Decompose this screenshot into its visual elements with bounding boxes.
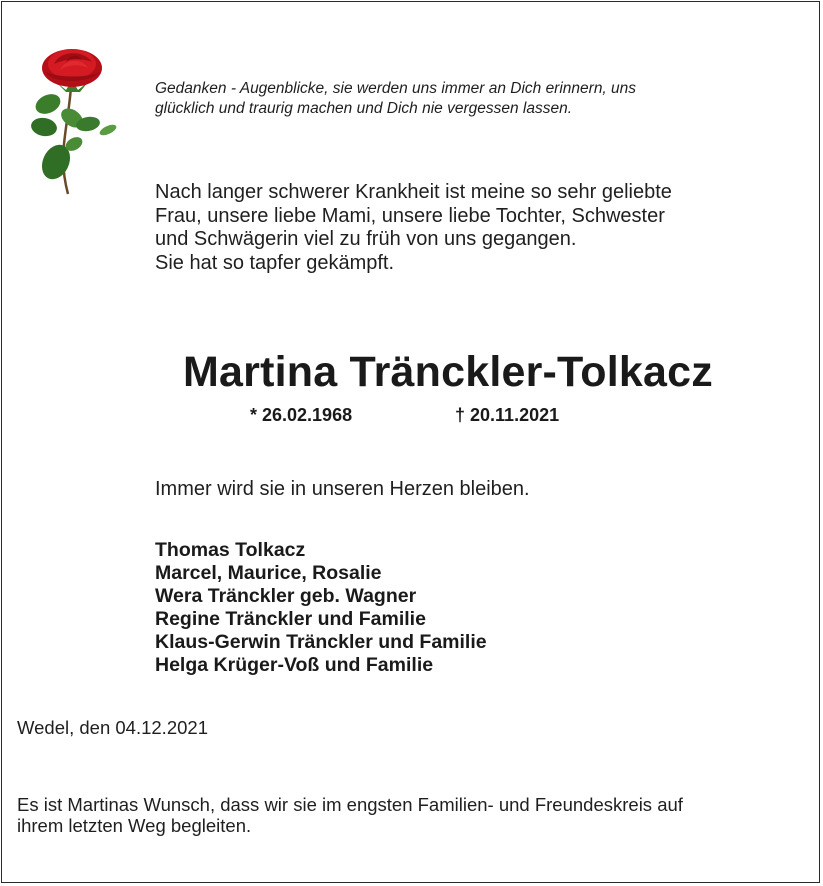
announcement-text (155, 181, 775, 275)
announcement-line: Sie hat so tapfer gekämpft. (155, 251, 395, 274)
mourner: Thomas Tolkacz (155, 539, 306, 561)
mourner: Wera Tränckler geb. Wagner (155, 585, 417, 607)
quote-line: glücklich und traurig machen und Dich nie vergessen lassen. (155, 100, 573, 117)
memory-line: Immer wird sie in unseren Herzen bleiben. (155, 478, 530, 500)
mourner: Klaus-Gerwin Tränckler und Familie (155, 631, 487, 653)
announcement-line: und Schwägerin viel zu früh von uns gegangen. (155, 228, 577, 250)
announcement-line: Nach langer schwerer Krankheit ist meine so sehr geliebte (155, 181, 672, 203)
quote-line: Gedanken - Augenblicke, sie werden uns immer an Dich erinnern, uns (155, 80, 637, 97)
notice-border (1, 1, 820, 883)
wish-note (17, 794, 797, 836)
place-date: Wedel, den 04.12.2021 (17, 717, 208, 738)
mourners-list (155, 539, 487, 677)
death-date: † 20.11.2021 (455, 405, 560, 425)
mourner: Marcel, Maurice, Rosalie (155, 562, 382, 584)
rose-icon (26, 44, 122, 196)
wish-line: Es ist Martinas Wunsch, dass wir sie im engsten Familien- und Freundeskreis auf (17, 794, 683, 815)
announcement-line: Frau, unsere liebe Mami, unsere liebe Tochter, Schwester (155, 204, 665, 227)
memorial-quote (155, 79, 775, 119)
mourner: Helga Krüger-Voß und Familie (155, 654, 434, 676)
birth-date: * 26.02.1968 (250, 405, 353, 425)
deceased-name: Martina Tränckler-Tolkacz (183, 348, 713, 396)
mourner: Regine Tränckler und Familie (155, 608, 426, 630)
wish-line: ihrem letzten Weg begleiten. (17, 815, 252, 836)
